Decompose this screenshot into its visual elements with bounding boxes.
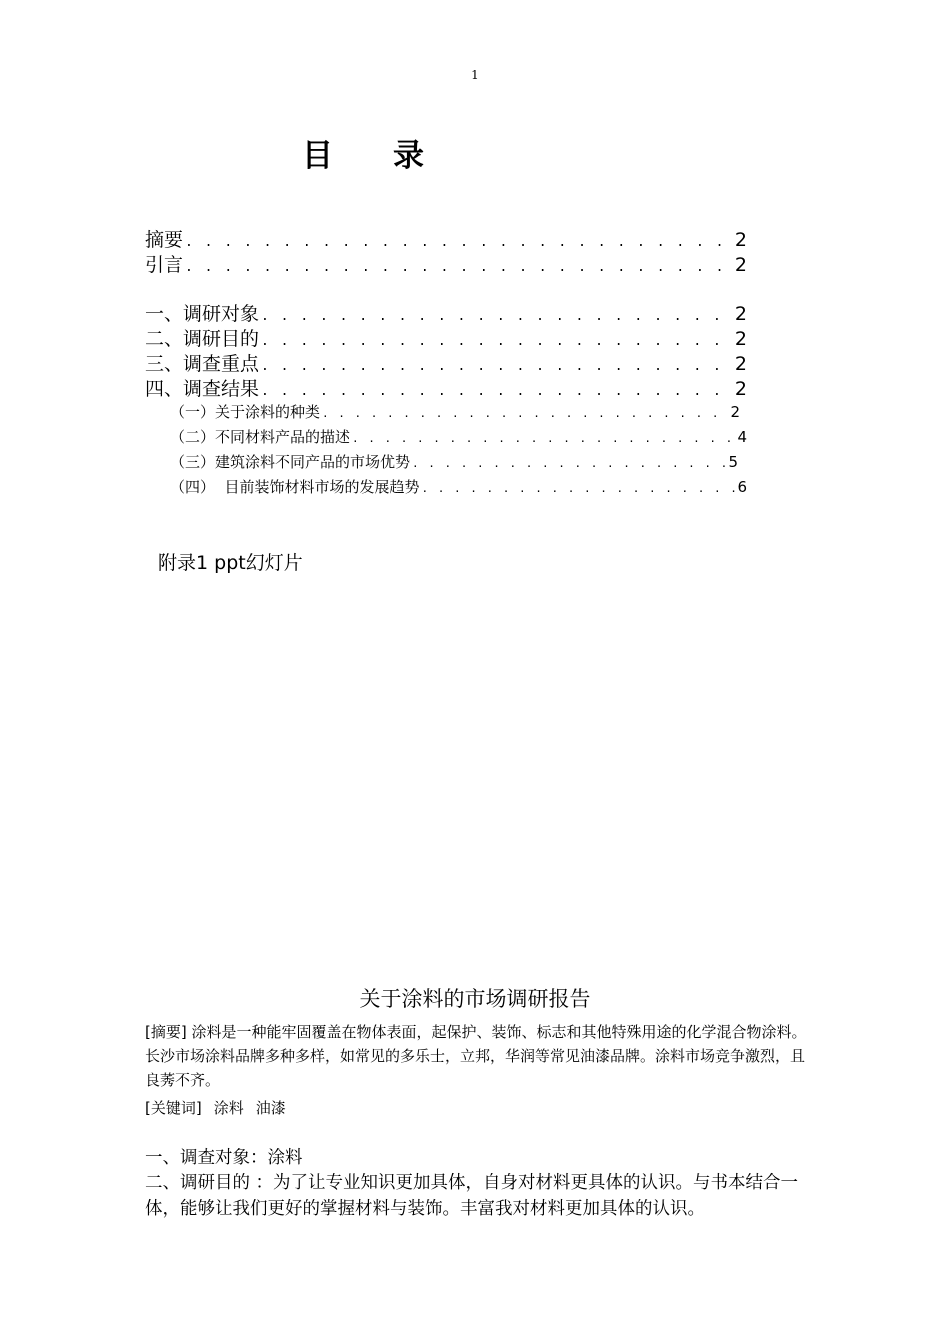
- section-investigation-object: 一、调查对象：涂料: [145, 1148, 303, 1168]
- toc-entry[interactable]: [145, 299, 747, 324]
- toc-entry[interactable]: [145, 250, 747, 275]
- abstract-paragraph: [摘要] 涂料是一种能牢固覆盖在物体表面，起保护、装饰、标志和其他特殊用途的化学混合物涂料。长沙市场涂料品牌多种多样，如常见的多乐士，立邦，华润等常见油漆品牌。涂料市场竞争激烈，且良莠不齐。: [145, 1023, 807, 1089]
- toc-subentry-page: 6: [737, 478, 747, 496]
- appendix-line: 附录1 ppt幻灯片: [158, 552, 303, 574]
- toc-subentry[interactable]: [170, 426, 747, 450]
- toc-entry-label: 四、调查结果: [145, 378, 260, 400]
- toc-entry[interactable]: [145, 324, 747, 349]
- toc-subentry-page: 2: [730, 403, 740, 421]
- toc-subentry[interactable]: [170, 401, 740, 425]
- toc-title-part2: 录: [393, 138, 424, 174]
- toc-leader-dots: [322, 407, 728, 420]
- toc-entry-label: 三、调查重点: [145, 353, 260, 375]
- toc-entry-label: 二、调研目的: [145, 328, 260, 350]
- toc-subentry-label: （二）不同材料产品的描述: [170, 428, 351, 446]
- keyword: 油漆: [255, 1099, 286, 1117]
- keyword: 涂料: [213, 1099, 244, 1117]
- toc-entry-page: 2: [734, 378, 747, 400]
- toc-entry-page: 2: [734, 303, 747, 325]
- toc-leader-dots: [261, 384, 733, 399]
- toc-title-part1: 目: [302, 138, 333, 174]
- keywords-line: [145, 1096, 810, 1120]
- toc-subentry-label: （四） 目前装饰材料市场的发展趋势: [170, 478, 420, 496]
- toc-leader-dots: [185, 235, 733, 250]
- toc-leader-dots: [412, 457, 726, 470]
- toc-leader-dots: [352, 432, 735, 445]
- toc-entry-label: 引言: [145, 254, 184, 276]
- toc-entry-page: 2: [734, 353, 747, 375]
- report-title: 关于涂料的市场调研报告: [359, 987, 591, 1011]
- toc-entry[interactable]: [145, 349, 747, 374]
- toc-entry-label: 一、调研对象: [145, 303, 260, 325]
- toc-subentry[interactable]: [170, 451, 738, 475]
- page-number: 1: [471, 68, 479, 82]
- toc-entry-page: 2: [734, 229, 747, 251]
- toc-subentry-page: 4: [737, 428, 747, 446]
- toc-subentry[interactable]: [170, 476, 747, 500]
- toc-leader-dots: [422, 482, 736, 495]
- toc-entry[interactable]: [145, 374, 747, 399]
- toc-entry-label: 摘要: [145, 229, 184, 251]
- toc-leader-dots: [185, 260, 733, 275]
- toc-title: [302, 130, 424, 175]
- toc-entry[interactable]: [145, 225, 747, 250]
- toc-leader-dots: [261, 334, 733, 349]
- toc-leader-dots: [261, 359, 733, 374]
- toc-subentry-label: （三）建筑涂料不同产品的市场优势: [170, 453, 411, 471]
- toc-entry-page: 2: [734, 254, 747, 276]
- section-research-purpose: 二、调研目的 ：为了让专业知识更加具体，自身对材料更具体的认识。与书本结合一体，能够让我们更好的掌握材料与装饰。丰富我对材料更加具体的认识。: [145, 1173, 799, 1219]
- toc-leader-dots: [261, 309, 733, 324]
- keywords-label: [关键词]: [145, 1099, 202, 1117]
- toc-subentry-label: （一）关于涂料的种类: [170, 403, 321, 421]
- toc-entry-page: 2: [734, 328, 747, 350]
- toc-subentry-page: 5: [728, 453, 738, 471]
